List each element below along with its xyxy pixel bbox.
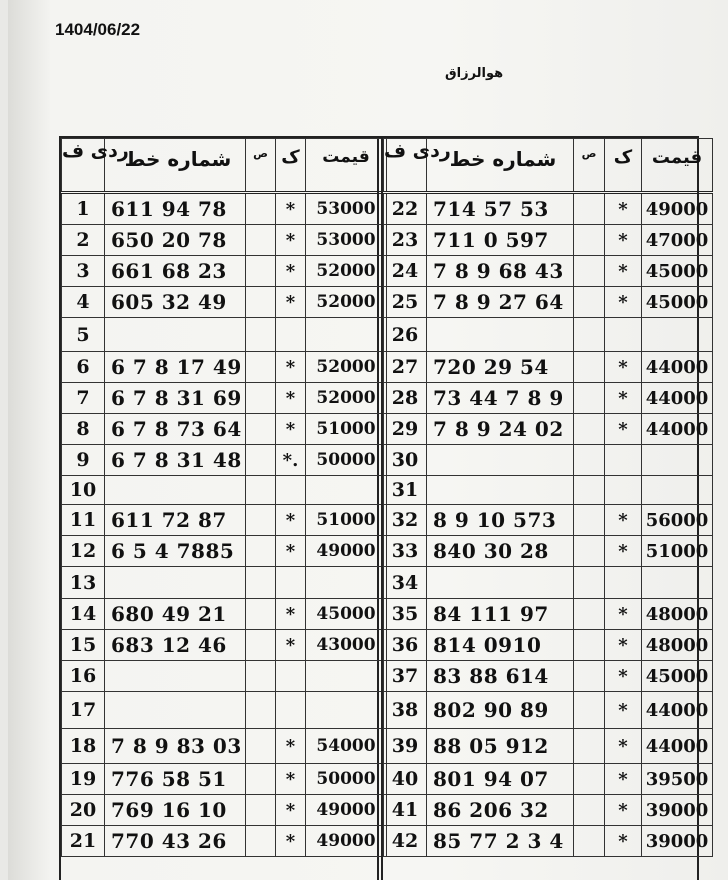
- line-number: [105, 567, 246, 599]
- table-row: [384, 476, 713, 505]
- k-mark: *: [605, 661, 642, 692]
- table-row: [384, 764, 713, 795]
- s-cell: [574, 567, 605, 599]
- s-cell: [246, 476, 276, 505]
- table-row: [384, 256, 713, 287]
- table-row: [384, 505, 713, 536]
- price: 49000: [306, 795, 387, 826]
- row-number: 37: [384, 661, 427, 692]
- k-mark: *: [276, 352, 306, 383]
- s-cell: [246, 352, 276, 383]
- k-mark: *: [605, 630, 642, 661]
- price: 45000: [642, 287, 713, 318]
- row-number: 27: [384, 352, 427, 383]
- s-cell: [574, 692, 605, 729]
- line-number: 650 20 78: [105, 225, 246, 256]
- k-mark: [276, 476, 306, 505]
- row-number: 4: [62, 287, 105, 318]
- row-number: 18: [62, 729, 105, 764]
- price: 44000: [642, 383, 713, 414]
- row-number: 29: [384, 414, 427, 445]
- s-cell: [574, 256, 605, 287]
- price: 52000: [306, 256, 387, 287]
- line-number: 661 68 23: [105, 256, 246, 287]
- price: 52000: [306, 383, 387, 414]
- price: 44000: [642, 352, 713, 383]
- price: 43000: [306, 630, 387, 661]
- table-row: [62, 795, 387, 826]
- line-number: 6 7 8 31 69: [105, 383, 246, 414]
- left-table: [61, 138, 387, 857]
- line-number: 73 44 7 8 9: [427, 383, 574, 414]
- k-mark: *: [605, 692, 642, 729]
- k-mark: *: [605, 729, 642, 764]
- line-number: [105, 692, 246, 729]
- line-number: 770 43 26: [105, 826, 246, 857]
- s-cell: [246, 225, 276, 256]
- price: [306, 476, 387, 505]
- table-row: [62, 352, 387, 383]
- price: 44000: [642, 729, 713, 764]
- price: 39000: [642, 826, 713, 857]
- line-number: 611 94 78: [105, 193, 246, 225]
- line-number: 7 8 9 24 02: [427, 414, 574, 445]
- s-cell: [574, 630, 605, 661]
- s-cell: [246, 193, 276, 225]
- k-mark: *: [276, 729, 306, 764]
- header-row-number: ردی ف: [384, 139, 427, 193]
- table-row: [62, 383, 387, 414]
- line-number: 714 57 53: [427, 193, 574, 225]
- s-cell: [574, 383, 605, 414]
- line-number: 8 9 10 573: [427, 505, 574, 536]
- line-number: 605 32 49: [105, 287, 246, 318]
- k-mark: *: [605, 256, 642, 287]
- header-row: [384, 139, 713, 193]
- k-mark: *: [605, 764, 642, 795]
- price: 53000: [306, 193, 387, 225]
- row-number: 23: [384, 225, 427, 256]
- header-line-number: شماره خط: [105, 139, 246, 193]
- row-number: 8: [62, 414, 105, 445]
- price: [642, 318, 713, 352]
- line-number: 814 0910: [427, 630, 574, 661]
- price: 47000: [642, 225, 713, 256]
- s-cell: [246, 692, 276, 729]
- row-number: 25: [384, 287, 427, 318]
- line-number: 840 30 28: [427, 536, 574, 567]
- price: [642, 476, 713, 505]
- s-cell: [246, 567, 276, 599]
- k-mark: *: [276, 193, 306, 225]
- row-number: 17: [62, 692, 105, 729]
- s-cell: [574, 505, 605, 536]
- k-mark: *: [605, 505, 642, 536]
- price: 39500: [642, 764, 713, 795]
- row-number: 5: [62, 318, 105, 352]
- k-mark: *: [605, 225, 642, 256]
- line-number: 720 29 54: [427, 352, 574, 383]
- s-cell: [246, 826, 276, 857]
- price: 50000: [306, 445, 387, 476]
- price: 44000: [642, 692, 713, 729]
- line-number: 711 0 597: [427, 225, 574, 256]
- s-cell: [574, 318, 605, 352]
- price: 51000: [306, 414, 387, 445]
- line-number: 6 7 8 17 49: [105, 352, 246, 383]
- s-cell: [574, 729, 605, 764]
- s-cell: [246, 599, 276, 630]
- line-number: 86 206 32: [427, 795, 574, 826]
- table-row: [62, 692, 387, 729]
- price: [306, 661, 387, 692]
- table-row: [384, 630, 713, 661]
- table-row: [62, 256, 387, 287]
- table-row: [62, 536, 387, 567]
- s-cell: [574, 476, 605, 505]
- s-cell: [574, 536, 605, 567]
- price: 51000: [306, 505, 387, 536]
- price: [306, 567, 387, 599]
- price: 45000: [642, 661, 713, 692]
- line-number: 6 5 4 7885: [105, 536, 246, 567]
- s-cell: [574, 599, 605, 630]
- k-mark: *: [605, 826, 642, 857]
- k-mark: *: [605, 599, 642, 630]
- price: [306, 692, 387, 729]
- s-cell: [246, 383, 276, 414]
- row-number: 38: [384, 692, 427, 729]
- table-row: [384, 352, 713, 383]
- k-mark: *: [276, 630, 306, 661]
- table-row: [62, 476, 387, 505]
- row-number: 2: [62, 225, 105, 256]
- row-number: 28: [384, 383, 427, 414]
- row-number: 34: [384, 567, 427, 599]
- s-cell: [246, 729, 276, 764]
- table-row: [384, 599, 713, 630]
- row-number: 35: [384, 599, 427, 630]
- row-number: 24: [384, 256, 427, 287]
- s-cell: [246, 445, 276, 476]
- header-s: ص: [246, 139, 276, 193]
- price: 51000: [642, 536, 713, 567]
- table-row: [62, 414, 387, 445]
- k-mark: *: [276, 599, 306, 630]
- s-cell: [574, 414, 605, 445]
- line-number: 7 8 9 27 64: [427, 287, 574, 318]
- k-mark: *: [276, 287, 306, 318]
- k-mark: [276, 692, 306, 729]
- price: 45000: [306, 599, 387, 630]
- price: 45000: [642, 256, 713, 287]
- table-row: [384, 225, 713, 256]
- line-number: [105, 318, 246, 352]
- line-number: 802 90 89: [427, 692, 574, 729]
- row-number: 11: [62, 505, 105, 536]
- k-mark: *: [276, 795, 306, 826]
- k-mark: [605, 318, 642, 352]
- row-number: 36: [384, 630, 427, 661]
- k-mark: *: [276, 256, 306, 287]
- price: 49000: [642, 193, 713, 225]
- row-number: 14: [62, 599, 105, 630]
- line-number: 7 8 9 83 03: [105, 729, 246, 764]
- price: 56000: [642, 505, 713, 536]
- table-row: [62, 193, 387, 225]
- table-row: [62, 826, 387, 857]
- table-row: [62, 318, 387, 352]
- price: 49000: [306, 826, 387, 857]
- line-number: 769 16 10: [105, 795, 246, 826]
- price: 52000: [306, 287, 387, 318]
- line-number: 611 72 87: [105, 505, 246, 536]
- line-number: [427, 476, 574, 505]
- table-row: [62, 287, 387, 318]
- right-table: [383, 138, 713, 857]
- k-mark: *: [605, 536, 642, 567]
- row-number: 15: [62, 630, 105, 661]
- s-cell: [246, 630, 276, 661]
- right-table-half: [381, 138, 709, 880]
- price: [642, 445, 713, 476]
- line-number: 776 58 51: [105, 764, 246, 795]
- s-cell: [246, 764, 276, 795]
- price: 49000: [306, 536, 387, 567]
- s-cell: [574, 661, 605, 692]
- row-number: 42: [384, 826, 427, 857]
- table-row: [384, 536, 713, 567]
- row-number: 32: [384, 505, 427, 536]
- s-cell: [574, 352, 605, 383]
- s-cell: [574, 287, 605, 318]
- table-row: [384, 729, 713, 764]
- s-cell: [246, 256, 276, 287]
- row-number: 31: [384, 476, 427, 505]
- s-cell: [246, 318, 276, 352]
- row-number: 16: [62, 661, 105, 692]
- table-row: [62, 729, 387, 764]
- line-number: 84 111 97: [427, 599, 574, 630]
- row-number: 12: [62, 536, 105, 567]
- k-mark: *: [276, 383, 306, 414]
- row-number: 6: [62, 352, 105, 383]
- line-number: 88 05 912: [427, 729, 574, 764]
- s-cell: [246, 505, 276, 536]
- table-row: [62, 567, 387, 599]
- row-number: 21: [62, 826, 105, 857]
- row-number: 9: [62, 445, 105, 476]
- row-number: 3: [62, 256, 105, 287]
- row-number: 22: [384, 193, 427, 225]
- row-number: 19: [62, 764, 105, 795]
- k-mark: [276, 318, 306, 352]
- s-cell: [246, 795, 276, 826]
- document-heading: هوالرزاق: [445, 66, 504, 81]
- line-number: [427, 445, 574, 476]
- row-number: 20: [62, 795, 105, 826]
- line-number: [427, 567, 574, 599]
- s-cell: [246, 536, 276, 567]
- s-cell: [246, 661, 276, 692]
- s-cell: [246, 287, 276, 318]
- row-number: 26: [384, 318, 427, 352]
- table-row: [384, 193, 713, 225]
- table-row: [62, 505, 387, 536]
- price: 39000: [642, 795, 713, 826]
- k-mark: *: [605, 352, 642, 383]
- table-row: [384, 661, 713, 692]
- price: 52000: [306, 352, 387, 383]
- row-number: 39: [384, 729, 427, 764]
- row-number: 30: [384, 445, 427, 476]
- line-number: 6 7 8 73 64: [105, 414, 246, 445]
- line-number: 801 94 07: [427, 764, 574, 795]
- header-row: [62, 139, 387, 193]
- price: 53000: [306, 225, 387, 256]
- line-number: [105, 476, 246, 505]
- line-number: 7 8 9 68 43: [427, 256, 574, 287]
- line-number: [427, 318, 574, 352]
- price: [306, 318, 387, 352]
- price: 48000: [642, 599, 713, 630]
- k-mark: *: [276, 505, 306, 536]
- line-number: 6 7 8 31 48: [105, 445, 246, 476]
- k-mark: [605, 476, 642, 505]
- line-number: 680 49 21: [105, 599, 246, 630]
- price: 50000: [306, 764, 387, 795]
- document-date: 1404/06/22: [55, 20, 141, 39]
- k-mark: *.: [276, 445, 306, 476]
- table-row: [62, 661, 387, 692]
- price: [642, 567, 713, 599]
- k-mark: *: [276, 225, 306, 256]
- k-mark: [276, 567, 306, 599]
- table-row: [384, 287, 713, 318]
- table-row: [384, 826, 713, 857]
- left-table-half: [61, 138, 379, 880]
- table-row: [62, 225, 387, 256]
- table-row: [384, 692, 713, 729]
- header-price: قیمت: [642, 139, 713, 193]
- k-mark: [276, 661, 306, 692]
- table-row: [62, 599, 387, 630]
- table-row: [62, 445, 387, 476]
- table-row: [384, 445, 713, 476]
- k-mark: *: [276, 764, 306, 795]
- k-mark: *: [605, 383, 642, 414]
- k-mark: *: [276, 414, 306, 445]
- k-mark: [605, 567, 642, 599]
- header-price: قیمت: [306, 139, 387, 193]
- k-mark: [605, 445, 642, 476]
- header-line-number: شماره خط: [427, 139, 574, 193]
- row-number: 40: [384, 764, 427, 795]
- price: 48000: [642, 630, 713, 661]
- row-number: 1: [62, 193, 105, 225]
- s-cell: [574, 225, 605, 256]
- k-mark: *: [605, 795, 642, 826]
- row-number: 7: [62, 383, 105, 414]
- header-k: ک: [276, 139, 306, 193]
- row-number: 33: [384, 536, 427, 567]
- k-mark: *: [276, 826, 306, 857]
- row-number: 10: [62, 476, 105, 505]
- table-row: [384, 795, 713, 826]
- s-cell: [574, 764, 605, 795]
- line-number: [105, 661, 246, 692]
- table-row: [384, 567, 713, 599]
- s-cell: [574, 826, 605, 857]
- header-k: ک: [605, 139, 642, 193]
- row-number: 41: [384, 795, 427, 826]
- header-row-number: ردی ف: [62, 139, 105, 193]
- k-mark: *: [605, 193, 642, 225]
- s-cell: [574, 795, 605, 826]
- line-number: 683 12 46: [105, 630, 246, 661]
- s-cell: [574, 193, 605, 225]
- k-mark: *: [605, 287, 642, 318]
- s-cell: [574, 445, 605, 476]
- table-row: [62, 630, 387, 661]
- k-mark: *: [276, 536, 306, 567]
- header-s: ص: [574, 139, 605, 193]
- line-number: 85 77 2 3 4: [427, 826, 574, 857]
- table-row: [384, 318, 713, 352]
- line-number: 83 88 614: [427, 661, 574, 692]
- price: 54000: [306, 729, 387, 764]
- table-row: [384, 383, 713, 414]
- price-list-table: [59, 136, 709, 880]
- k-mark: *: [605, 414, 642, 445]
- price: 44000: [642, 414, 713, 445]
- s-cell: [246, 414, 276, 445]
- table-row: [62, 764, 387, 795]
- row-number: 13: [62, 567, 105, 599]
- table-row: [384, 414, 713, 445]
